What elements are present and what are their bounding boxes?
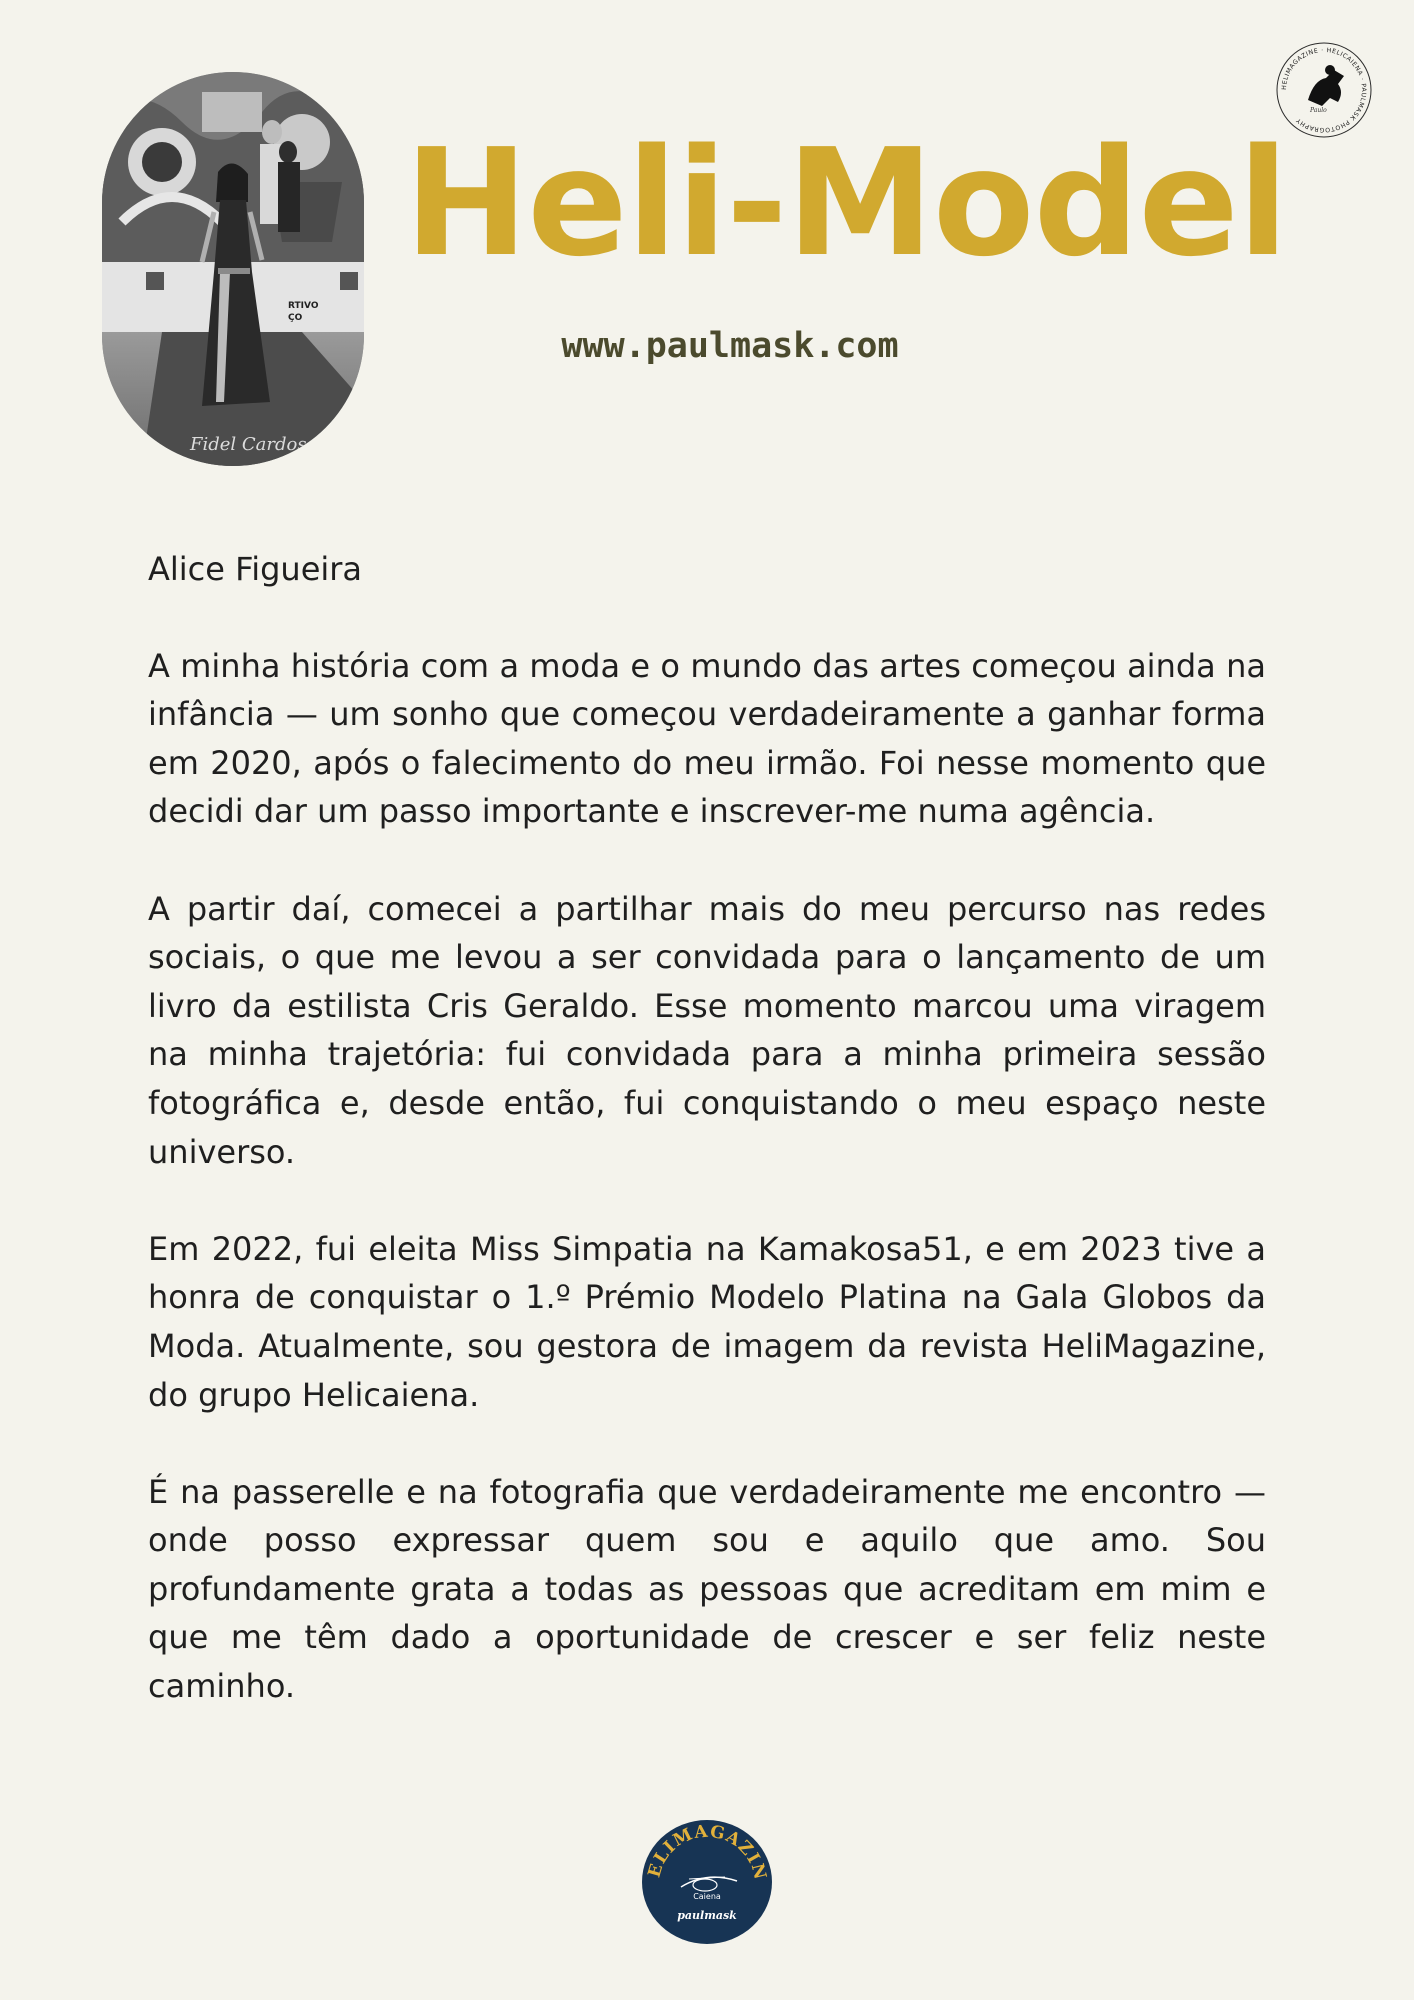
photography-stamp-logo xyxy=(1274,40,1374,140)
article-paragraph: A partir daí, comecei a partilhar mais do meu percurso nas redes sociais, o que me levou a ser convidada para o lançamento de um livro da estilista Cris Geraldo. Esse momento marcou uma viragem na minha trajetória: fui convidada para a minha primeira sessão fotográfica e, desde então, fui conquistando o meu espaço neste universo. xyxy=(148,889,1266,1171)
article-body xyxy=(148,545,1266,1759)
svg-text:RTIVO: RTIVO xyxy=(288,301,319,311)
brand-title: Heli-Model xyxy=(404,117,1288,289)
svg-text:HELIMAGAZINE · HELICAIENA · PA: HELIMAGAZINE · HELICAIENA · PAULMASK PHOTOGRAPHY xyxy=(1280,46,1368,134)
author-name: Alice Figueira xyxy=(148,550,363,588)
model-photo xyxy=(102,72,364,466)
svg-text:Paulo: Paulo xyxy=(1310,107,1327,114)
svg-text:ÇO: ÇO xyxy=(288,313,303,323)
photo-credit: Fidel Cardoso xyxy=(190,434,318,455)
article-paragraph: Em 2022, fui eleita Miss Simpatia na Kamakosa51, e em 2023 tive a honra de conquistar o 1.º Prémio Modelo Platina na Gala Globos da Moda. Atualmente, sou gestora de imagem da revista HeliMagazine, do grupo Helicaiena. xyxy=(148,1229,1266,1414)
svg-text:paulmask: paulmask xyxy=(677,1909,737,1922)
helimagazine-logo xyxy=(641,1819,773,1945)
article-paragraph: É na passerelle e na fotografia que verdadeiramente me encontro — onde posso expressar quem sou e aquilo que amo. Sou profundamente grata a todas as pessoas que acreditam em mim e que me têm dado a oportunidade de crescer e ser feliz neste caminho. xyxy=(148,1472,1266,1706)
svg-text:HELIMAGAZINE: ELIMAGAZIN xyxy=(644,1821,771,1883)
website-url[interactable]: www.paulmask.com xyxy=(561,326,899,366)
svg-text:Caiena: Caiena xyxy=(693,1892,721,1901)
article-paragraph: A minha história com a moda e o mundo das artes começou ainda na infância — um sonho que começou verdadeiramente a ganhar forma em 2020, após o falecimento do meu irmão. Foi nesse momento que decidi dar um passo importante e inscrever-me numa agência. xyxy=(148,646,1266,831)
